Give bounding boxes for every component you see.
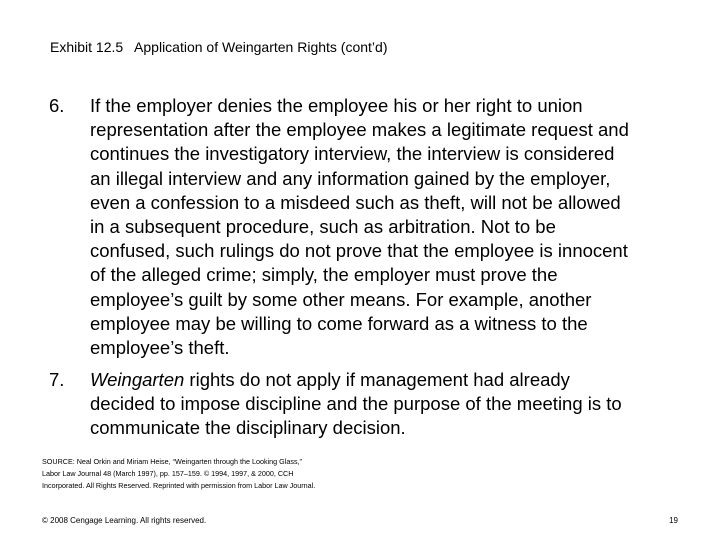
text-line: an illegal interview and any information gained by the employer, bbox=[90, 167, 611, 189]
text-line: confused, such rulings do not prove that the employee is innocent bbox=[90, 240, 628, 262]
text-line bbox=[90, 368, 685, 392]
text-line: even a confession to a misdeed such as theft, will not be allowed bbox=[90, 191, 621, 213]
text-line: communicate the disciplinary decision. bbox=[90, 417, 406, 439]
text-line: representation after the employee makes a legitimate request and bbox=[90, 119, 629, 141]
source-line: Incorporated. All Rights Reserved. Reprinted with permission from Labor Law Journal. bbox=[42, 481, 316, 490]
copyright-notice: © 2008 Cengage Learning. All rights reserved. bbox=[42, 516, 207, 525]
source-line: Labor Law Journal 48 (March 1997), pp. 157–159. © 1994, 1997, & 2000, CCH bbox=[42, 469, 294, 478]
page-number: 19 bbox=[669, 516, 678, 525]
item-text bbox=[90, 94, 685, 360]
text-line: If the employer denies the employee his or her right to union bbox=[90, 95, 583, 116]
text-line: in a subsequent procedure, such as arbitration. Not to be bbox=[90, 216, 556, 238]
case-name: Weingarten bbox=[90, 369, 185, 390]
text-fragment: rights do not apply if management had already bbox=[184, 369, 570, 390]
text-line: employee’s guilt by some other means. For example, another bbox=[90, 288, 592, 310]
item-number: 7. bbox=[49, 369, 65, 390]
text-line: of the alleged crime; simply, the employer must prove the bbox=[90, 264, 558, 286]
source-line: SOURCE: Neal Orkin and Miriam Heise, “Weingarten through the Looking Glass,” bbox=[42, 457, 302, 466]
item-text bbox=[90, 368, 685, 441]
text-line: continues the investigatory interview, the interview is considered bbox=[90, 143, 615, 165]
exhibit-title: Exhibit 12.5 Application of Weingarten Rights (cont’d) bbox=[50, 39, 388, 55]
item-number: 6. bbox=[49, 95, 65, 116]
text-line: employee may be willing to come forward as a witness to the bbox=[90, 312, 588, 334]
source-citation bbox=[42, 456, 315, 492]
text-line: decided to impose discipline and the purpose of the meeting is to bbox=[90, 393, 622, 415]
text-line: employee’s theft. bbox=[90, 337, 230, 359]
